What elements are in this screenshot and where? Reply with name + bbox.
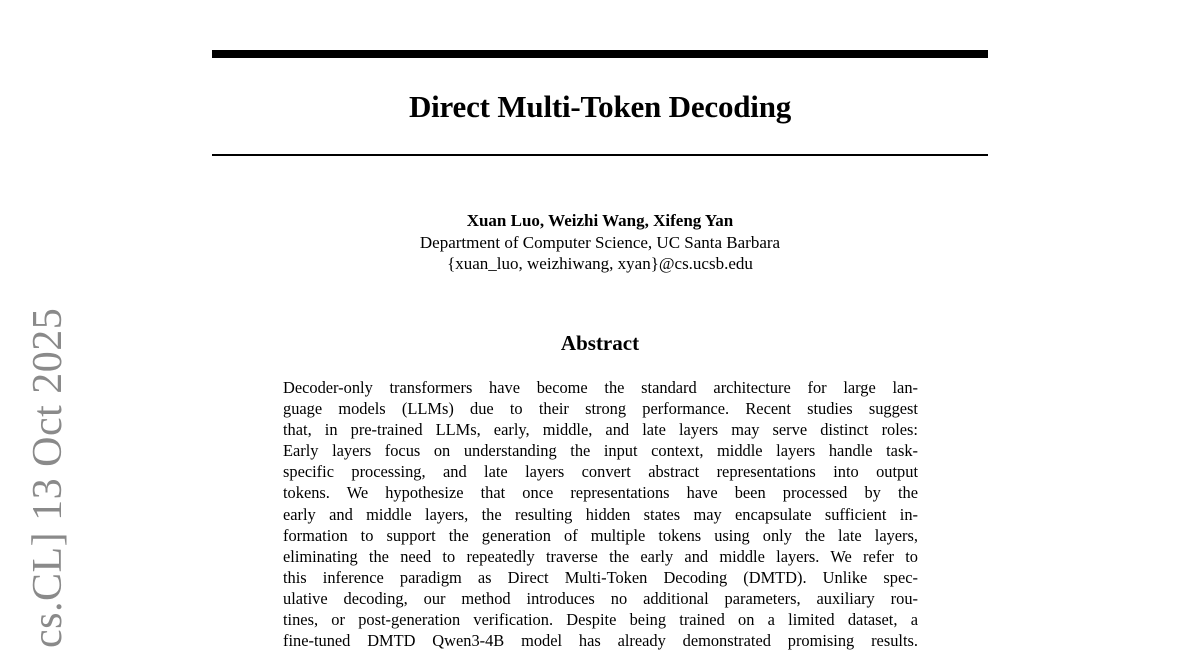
abstract-line: eliminating the need to repeatedly traverse the early and middle layers. We refer to [283, 546, 918, 566]
abstract-heading: Abstract [560, 331, 640, 355]
abstract-line: early and middle layers, the resulting hidden states may encapsulate sufficient in- [283, 504, 918, 524]
abstract-line: guage models (LLMs) due to their strong performance. Recent studies suggest [283, 399, 918, 419]
title-bottom-rule [212, 154, 988, 156]
arxiv-side-stamp: cs.CL] 13 Oct 2025 [25, 307, 71, 648]
title-top-rule [212, 50, 988, 58]
abstract-line: tines, or post-generation verification. Despite being trained on a limited dataset, a [283, 610, 918, 630]
abstract-line: tokens. We hypothesize that once representations have been processed by the [283, 483, 918, 503]
author-names: Xuan Luo, Weizhi Wang, Xifeng Yan [466, 211, 734, 230]
abstract-line: that, in pre-trained LLMs, early, middle, and late layers may serve distinct roles: [283, 420, 918, 440]
abstract-line: this inference paradigm as Direct Multi-Token Decoding (DMTD). Unlike spec- [283, 567, 918, 587]
author-affiliation: Department of Computer Science, UC Santa Barbara [419, 232, 781, 252]
abstract-line: specific processing, and late layers convert abstract representations into output [283, 462, 918, 482]
abstract-line: formation to support the generation of multiple tokens using only the late layers, [283, 525, 918, 545]
abstract-body [283, 377, 918, 651]
abstract-line: fine-tuned DMTD Qwen3-4B model has already demonstrated promising results. [283, 631, 918, 651]
author-email: {xuan_luo, weizhiwang, xyan}@cs.ucsb.edu [447, 254, 753, 273]
author-block [212, 210, 988, 275]
abstract-line: Decoder-only transformers have become the standard architecture for large lan- [283, 378, 918, 397]
abstract-line: ulative decoding, our method introduces no additional parameters, auxiliary rou- [283, 588, 918, 608]
abstract-line: Early layers focus on understanding the input context, middle layers handle task- [283, 441, 918, 461]
paper-title: Direct Multi-Token Decoding [408, 89, 792, 124]
